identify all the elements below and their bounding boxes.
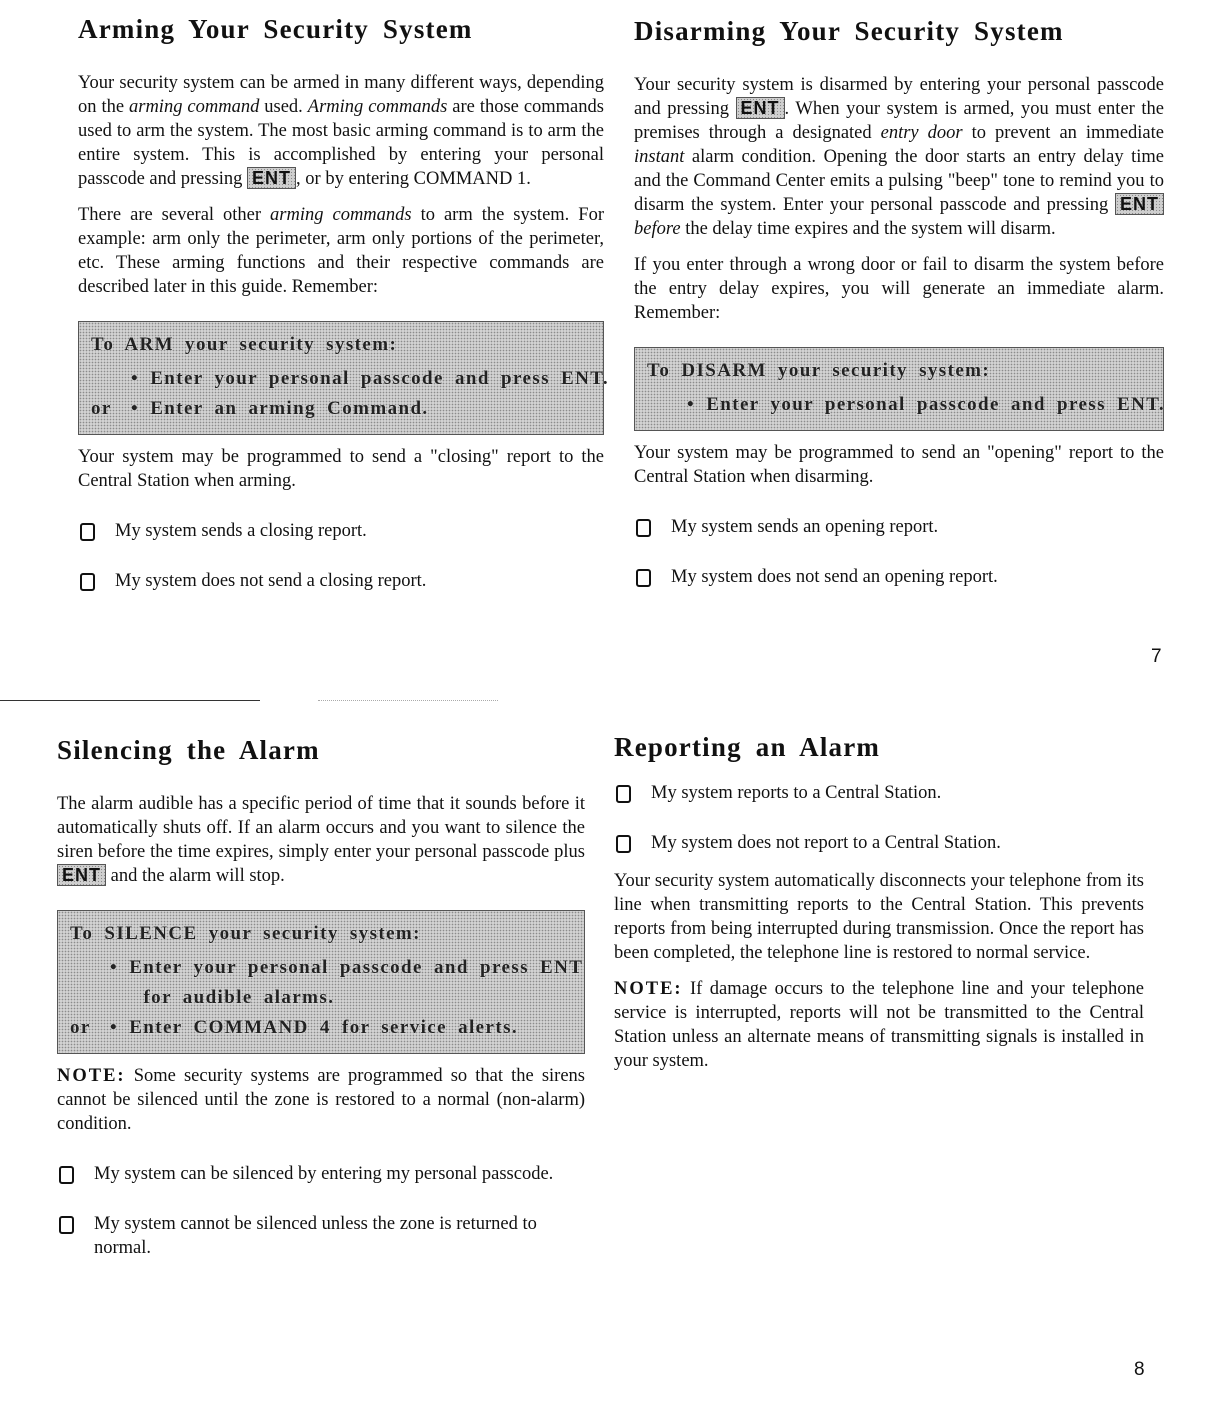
checkbox-label: My system can be silenced by entering my personal passcode.: [94, 1164, 554, 1184]
text-run: to arm the system. For example: arm only the perimeter, arm only portions of the perimeter, etc. These arming functions and their respective commands are described later in this guide. Remember:: [78, 205, 604, 297]
checkbox-label: My system sends an opening report.: [671, 517, 939, 537]
checkbox-item[interactable]: [614, 781, 1144, 805]
section-reporting: [614, 732, 1144, 1085]
paragraph: [614, 869, 1144, 965]
checkbox-item[interactable]: [634, 565, 1164, 589]
instruction-prefix: [70, 953, 110, 983]
emphasis-text: instant: [634, 147, 685, 167]
ent-key-icon: ENT: [57, 864, 106, 886]
text-run: the delay time expires and the system will disarm.: [680, 219, 1056, 239]
paragraph: [634, 441, 1164, 489]
ent-key-icon: ENT: [736, 97, 785, 119]
checkbox-icon[interactable]: [59, 1166, 74, 1184]
emphasis-text: entry door: [880, 123, 963, 143]
checkbox-label: My system sends a closing report.: [115, 521, 367, 541]
text-run: . When your system is armed, you must enter the premises through a designated: [634, 99, 1164, 143]
paragraph: [634, 253, 1164, 325]
paragraph: [78, 445, 604, 493]
text-run: There are several other: [78, 205, 271, 225]
text-run: Some security systems are programmed so that the sirens cannot be silenced until the zone is restored to a normal (non-alarm) condition.: [57, 1066, 585, 1134]
instruction-box: [57, 910, 585, 1054]
instruction-text: • Enter your personal passcode and press ENT: [110, 957, 584, 978]
checkbox-item[interactable]: [634, 515, 1164, 539]
text-run: The alarm audible has a specific period of time that it sounds before it automatically shuts off. If an alarm occurs and you want to silence the siren before the time expires, simply enter your personal passcode plus: [57, 794, 585, 862]
checkbox-icon[interactable]: [636, 519, 651, 537]
note-label: NOTE:: [614, 979, 683, 999]
instruction-text: for audible alarms.: [110, 987, 335, 1008]
instruction-box-title: To SILENCE your security system:: [70, 923, 421, 944]
instruction-line: [91, 394, 593, 424]
emphasis-text: arming command: [129, 97, 260, 117]
paragraph: [57, 1064, 585, 1136]
note-label: NOTE:: [57, 1066, 126, 1086]
text-run: are those commands used to arm the system. The most basic arming command is to arm the entire system. This is accomplished by entering your personal passcode and pressing: [78, 97, 604, 189]
text-run: and the alarm will stop.: [106, 866, 285, 886]
ent-key-icon: ENT: [1115, 193, 1164, 215]
instruction-text: • Enter your personal passcode and press ENT.: [687, 394, 1166, 415]
text-run: used.: [259, 97, 308, 117]
page-number-bottom: 8: [1134, 1359, 1145, 1380]
checkbox-icon[interactable]: [80, 573, 95, 591]
instruction-prefix: or: [70, 1017, 91, 1038]
instruction-line: [70, 953, 584, 983]
text-run: Your security system can be armed in many different ways, depending on the: [78, 73, 604, 117]
checkbox-label: My system does not report to a Central Station.: [651, 833, 1001, 853]
paragraph: [78, 71, 604, 191]
paragraph: [614, 977, 1144, 1073]
emphasis-text: arming commands: [270, 205, 412, 225]
instruction-prefix: or: [91, 398, 112, 419]
instruction-prefix: [647, 390, 687, 420]
instruction-text: • Enter your personal passcode and press ENT.: [131, 368, 610, 389]
instruction-line: [70, 1013, 574, 1043]
paragraph: [78, 203, 604, 299]
checkbox-label: My system does not send a closing report.: [115, 571, 427, 591]
instruction-line: [70, 983, 574, 1013]
checkbox-icon[interactable]: [59, 1216, 74, 1234]
checkbox-label: My system reports to a Central Station.: [651, 783, 942, 803]
checkbox-icon[interactable]: [80, 523, 95, 541]
instruction-line: [91, 364, 610, 394]
emphasis-text: Arming commands: [307, 97, 448, 117]
text-run: alarm condition. Opening the door starts an entry delay time and the Command Center emits a pulsing "beep" tone to remind you to disarm the system. Enter your personal passcode and pressing: [634, 147, 1164, 215]
text-run: Your security system automatically disconnects your telephone from its line when transmitting reports to the Central Station. This prevents reports from being interrupted during transmission. Once the report has been completed, the telephone line is restored to normal service.: [614, 871, 1144, 963]
instruction-box: [78, 321, 610, 435]
page-number-top: 7: [1151, 646, 1162, 667]
instruction-box-title: To ARM your security system:: [91, 334, 398, 355]
instruction-prefix: [70, 983, 110, 1013]
instruction-text: • Enter an arming Command.: [131, 398, 429, 419]
text-run: If damage occurs to the telephone line and your telephone service is interrupted, reports will not be transmitted to the Central Station unless an alternate means of transmitting signals is installed in your system.: [614, 979, 1144, 1071]
checkbox-icon[interactable]: [636, 569, 651, 587]
paragraph: [634, 73, 1164, 241]
checkbox-icon[interactable]: [616, 785, 631, 803]
instruction-box: [634, 347, 1164, 431]
instruction-line: [647, 390, 1166, 420]
text-run: If you enter through a wrong door or fail to disarm the system before the entry delay expires, you will generate an immediate alarm. Remember:: [634, 255, 1164, 323]
checkbox-item[interactable]: [57, 1162, 585, 1186]
text-run: to prevent an immediate: [962, 123, 1164, 143]
section-heading: Disarming Your Security System: [634, 16, 1064, 46]
checkbox-label: My system does not send an opening report.: [671, 567, 998, 587]
section-disarming: [634, 16, 1164, 589]
checkbox-label: My system cannot be silenced unless the zone is returned to normal.: [94, 1214, 537, 1258]
section-silencing: [57, 735, 585, 1260]
checkbox-icon[interactable]: [616, 835, 631, 853]
emphasis-text: before: [634, 219, 681, 239]
checkbox-item[interactable]: [78, 519, 604, 543]
instruction-box-title: To DISARM your security system:: [647, 360, 991, 381]
ent-key-icon: ENT: [247, 167, 296, 189]
section-heading: Reporting an Alarm: [614, 732, 881, 762]
text-run: Your system may be programmed to send an "opening" report to the Central Station when disarming.: [634, 443, 1164, 487]
text-run: Your system may be programmed to send a "closing" report to the Central Station when arming.: [78, 447, 604, 491]
instruction-prefix: [91, 364, 131, 394]
checkbox-item[interactable]: [57, 1212, 585, 1260]
page-divider: [0, 700, 260, 701]
checkbox-item[interactable]: [614, 831, 1144, 855]
section-heading: Silencing the Alarm: [57, 735, 320, 765]
paragraph: [57, 792, 585, 888]
text-run: Your security system is disarmed by entering your personal passcode and pressing: [634, 75, 1164, 119]
checkbox-item[interactable]: [78, 569, 604, 593]
section-arming: [78, 14, 610, 593]
section-heading: Arming Your Security System: [78, 14, 473, 44]
text-run: , or by entering COMMAND 1.: [296, 169, 531, 189]
instruction-text: • Enter COMMAND 4 for service alerts.: [110, 1017, 519, 1038]
page-divider-faint: [318, 700, 498, 701]
